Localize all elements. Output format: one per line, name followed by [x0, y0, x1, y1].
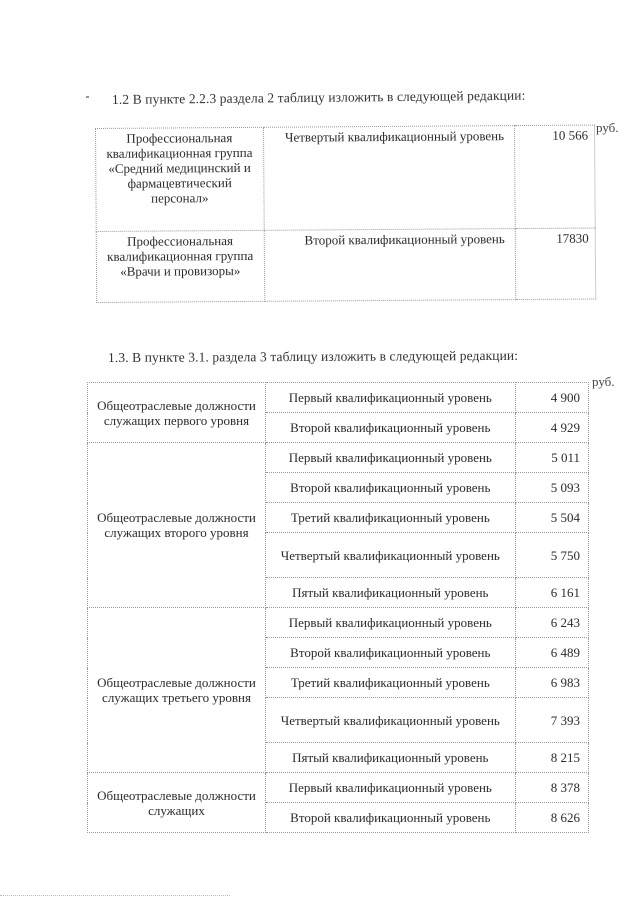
value-cell: 5 504: [515, 503, 588, 533]
level-cell: Пятый квалификационный уровень: [265, 578, 515, 608]
level-cell: Первый квалификационный уровень: [265, 443, 515, 473]
group-cell: Профессиональная квалификационная группа «Средний медицинский и фармацевтический персонал»: [96, 127, 264, 231]
group-cell: Общеотраслевые должности служащих второго уровня: [88, 443, 266, 608]
value-cell: 6 161: [515, 578, 588, 608]
scan-mark: [86, 96, 89, 98]
level-cell: Второй квалификационный уровень: [265, 413, 515, 443]
scan-edge-line: [0, 895, 230, 896]
table-row: [88, 443, 589, 473]
level-cell: Третий квалификационный уровень: [265, 503, 515, 533]
value-cell: 8 378: [515, 773, 588, 803]
group-cell: Общеотраслевые должности служащих: [88, 773, 266, 833]
value-cell: 6 243: [515, 608, 588, 638]
level-cell: Третий квалификационный уровень: [265, 668, 515, 698]
section1-unit: руб.: [596, 120, 619, 135]
section1-table: [95, 125, 596, 303]
value-cell: 10 566: [514, 125, 595, 229]
value-cell: 6 489: [515, 638, 588, 668]
value-cell: 4 929: [515, 413, 588, 443]
table-row: [88, 608, 589, 638]
level-cell: Второй квалификационный уровень: [265, 803, 515, 833]
section1-intro: 1.2 В пункте 2.2.3 раздела 2 таблицу изложить в следующей редакции:: [111, 87, 526, 107]
group-cell: Общеотраслевые должности служащих третьего уровня: [88, 608, 266, 773]
value-cell: 17830: [515, 228, 596, 300]
level-cell: Четвертый квалификационный уровень: [265, 698, 515, 743]
section2-intro: 1.3. В пункте 3.1. раздела 3 таблицу изложить в следующей редакции:: [107, 347, 519, 365]
group-cell: Общеотраслевые должности служащих первого уровня: [88, 383, 266, 443]
table-row: [88, 383, 589, 413]
value-cell: 8 626: [515, 803, 588, 833]
level-cell: Первый квалификационный уровень: [265, 383, 515, 413]
table-row: [96, 228, 595, 302]
value-cell: 6 983: [515, 668, 588, 698]
level-cell: Четвертый квалификационный уровень: [265, 533, 515, 578]
level-cell: Первый квалификационный уровень: [265, 608, 515, 638]
section2-unit: руб.: [592, 374, 615, 389]
value-cell: 5 750: [515, 533, 588, 578]
table-row: [96, 125, 596, 231]
level-cell: Пятый квалификационный уровень: [265, 743, 515, 773]
group-cell: Профессиональная квалификационная группа «Врачи и провизоры»: [96, 230, 264, 302]
level-cell: Второй квалификационный уровень: [265, 473, 515, 503]
level-cell: Первый квалификационный уровень: [265, 773, 515, 803]
level-cell: Второй квалификационный уровень: [265, 638, 515, 668]
value-cell: 5 093: [515, 473, 588, 503]
table-row: [88, 773, 589, 803]
value-cell: 4 900: [515, 383, 588, 413]
value-cell: 5 011: [515, 443, 588, 473]
value-cell: 8 215: [515, 743, 588, 773]
level-cell: Второй квалификационный уровень: [264, 229, 516, 302]
section2-table: [87, 382, 589, 833]
value-cell: 7 393: [515, 698, 588, 743]
level-cell: Четвертый квалификационный уровень: [263, 126, 515, 231]
